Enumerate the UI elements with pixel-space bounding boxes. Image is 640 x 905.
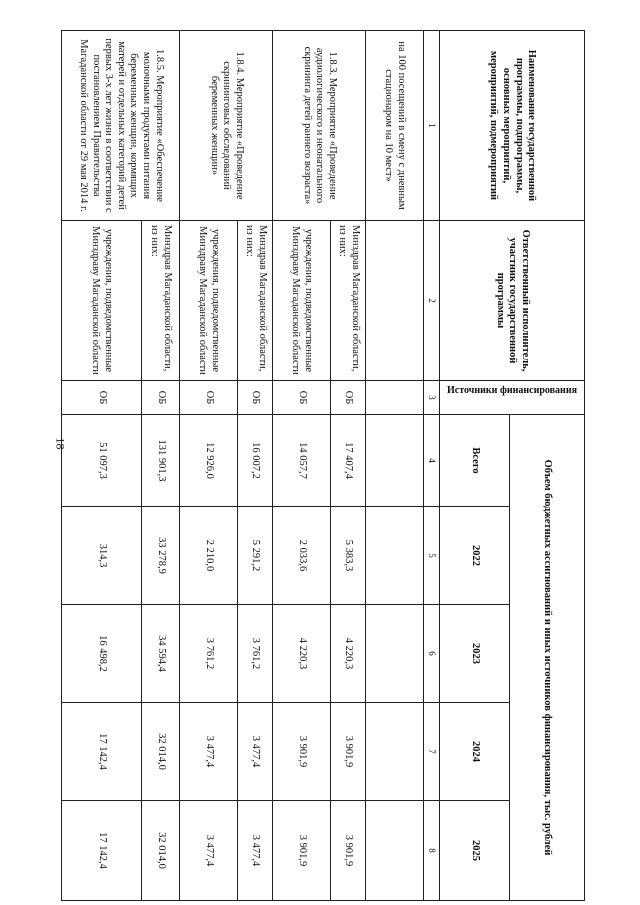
header-volume: Объем бюджетных ассигнований и иных источников финансирования, тыс. рублей [510, 415, 585, 901]
row-name: 1.8.5. Мероприятие «Обеспечение молочными продуктами питания беременных женщин, кормящих матерей и отдельных категорий детей первых 3-х лет жизни в соответствии с постановлением Правительства Магаданской области от 29 мая 2014 г. [62, 31, 180, 221]
source: ОБ [180, 381, 238, 415]
value-2022: 5 291,2 [238, 507, 273, 605]
table-row [142, 31, 180, 901]
value-2023: 34 594,4 [142, 605, 180, 703]
header-source-text: Источники финансирования [447, 385, 577, 396]
col-number: 5 [424, 507, 440, 605]
value-2023: 4 220,3 [273, 605, 331, 703]
header-year: 2024 [440, 703, 510, 801]
value-2025: 17 142,4 [62, 801, 142, 901]
budget-table [61, 30, 585, 901]
value-2023: 16 498,2 [62, 605, 142, 703]
responsible: учреждения, подведомственные Минздраву Магаданской области [273, 221, 331, 381]
value-2025: 32 014,0 [142, 801, 180, 901]
value-2024: 17 142,4 [62, 703, 142, 801]
value-2022: 2 033,6 [273, 507, 331, 605]
header-year: 2022 [440, 507, 510, 605]
value-2023: 3 761,2 [238, 605, 273, 703]
responsible: Минздрав Магаданской области, из них: [238, 221, 273, 381]
responsible: учреждения, подведомственные Минздраву Магаданской области [180, 221, 238, 381]
value-2025: 3 901,9 [331, 801, 366, 901]
value-total: 131 901,3 [142, 415, 180, 507]
value-2025: 3 477,4 [180, 801, 238, 901]
value-2024: 32 014,0 [142, 703, 180, 801]
value-total: 17 407,4 [331, 415, 366, 507]
col-number: 6 [424, 605, 440, 703]
value-2024: 3 901,9 [331, 703, 366, 801]
table-header [424, 31, 585, 901]
responsible: учреждения, подведомственные Минздраву Магаданской области [62, 221, 142, 381]
col-number: 4 [424, 415, 440, 507]
value-2024: 3 477,4 [180, 703, 238, 801]
value-2024: 3 901,9 [273, 703, 331, 801]
value-total: 12 926,0 [180, 415, 238, 507]
value-2022: 2 210,0 [180, 507, 238, 605]
value-2022: 314,3 [62, 507, 142, 605]
responsible: Минздрав Магаданской области, из них: [331, 221, 366, 381]
value-2024: 3 477,4 [238, 703, 273, 801]
row-name: 1.8.4. Мероприятие «Проведение скрининговых обследований беременных женщин» [180, 31, 273, 221]
row-name: на 100 посещений в смену с дневным стационаром на 10 мест» [366, 31, 424, 221]
row-name: 1.8.3. Мероприятие «Проведение аудиологического и неонатального скрининга детей раннего возраста» [273, 31, 366, 221]
responsible: Минздрав Магаданской области, из них: [142, 221, 180, 381]
value-2022: 33 278,9 [142, 507, 180, 605]
source: ОБ [62, 381, 142, 415]
source: ОБ [142, 381, 180, 415]
header-name: Наименование государственной программы, подпрограммы, основных мероприятий, мероприятий, подмероприятий [440, 31, 585, 221]
value-total: 16 007,2 [238, 415, 273, 507]
source: ОБ [331, 381, 366, 415]
col-number: 8 [424, 801, 440, 901]
header-year: 2025 [440, 801, 510, 901]
source: ОБ [238, 381, 273, 415]
value-2025: 3 477,4 [238, 801, 273, 901]
value-2023: 4 220,3 [331, 605, 366, 703]
table-row [331, 31, 366, 901]
value-total: 14 057,7 [273, 415, 331, 507]
col-number: 2 [424, 221, 440, 381]
header-responsible: Ответственный исполнитель, участник государственной программы [440, 221, 585, 381]
page-number: 18 [53, 437, 68, 450]
source: ОБ [273, 381, 331, 415]
value-2025: 3 901,9 [273, 801, 331, 901]
header-total: Всего [440, 415, 510, 507]
col-number: 1 [424, 31, 440, 221]
landscape-page [65, 30, 585, 900]
table-row [238, 31, 273, 901]
value-2022: 5 383,3 [331, 507, 366, 605]
value-total: 51 097,3 [62, 415, 142, 507]
column-number-row [424, 31, 440, 901]
header-year: 2023 [440, 605, 510, 703]
col-number: 3 [424, 381, 440, 415]
col-number: 7 [424, 703, 440, 801]
value-2023: 3 761,2 [180, 605, 238, 703]
table-row [366, 31, 424, 901]
header-source [440, 381, 585, 415]
